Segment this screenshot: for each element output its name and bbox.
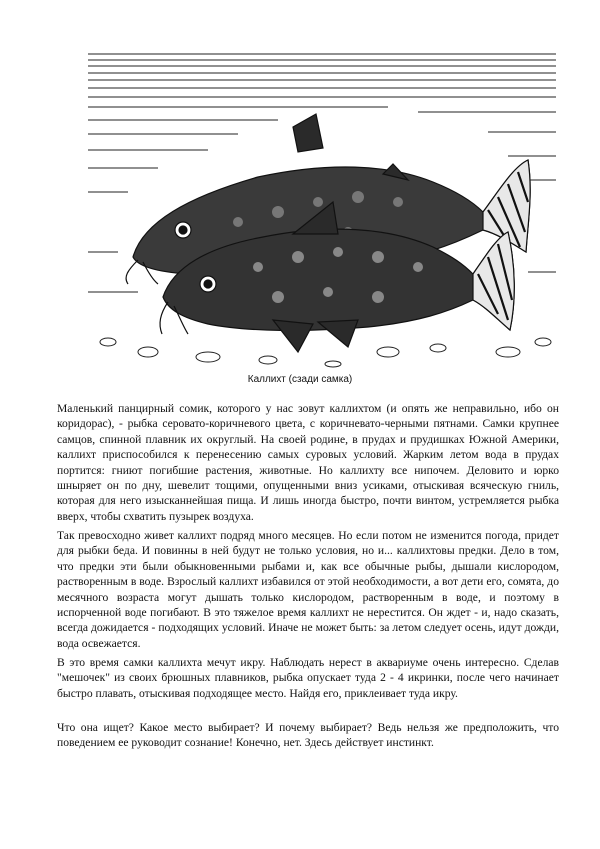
gravel-bottom — [100, 338, 551, 367]
catfish-pair-illustration — [88, 52, 556, 370]
paragraph: В это время самки каллихта мечут икру. Наблюдать нерест в аквариуме очень интересно. Сделав "мешочек" из своих брюшных плавников, рыбка опускает туда 2 - 4 икринки, после чего начинает быстро плавать, отыскивая подходящее место. Найдя его, приклеивает туда икру. — [57, 656, 559, 700]
paragraph: Что она ищет? Какое место выбирает? И почему выбирает? Ведь нельзя же предположить, что поведением ее руководит сознание! Конечно, нет. Здесь действует инстинкт. — [57, 721, 559, 750]
paragraph: Маленький панцирный сомик, которого у нас зовут каллихтом (и опять же неправильно, ибо он коридорас), - рыбка серовато-коричневого цвета, с коричневато-черными пятнами. Самки крупнее самцов, спинной плавник их округлый. На своей родине, в прудах и прудишках Южной Америки, каллихт приспособился к перенесению самых суровых условий. Жарким летом вода в прудах портится: гниют погибшие растения, животные. Но каллихту все нипочем. Деловито и юрко шныряет он по дну, шевелит тощими, опущенными вниз усиками, отыскивая всяческую гниль, которая для него изысканнейшая пища. И лишь иногда быстро, почти винтом, устремляется рыбка вверх, чтобы схватить пузырек воздуха. — [57, 402, 559, 523]
paragraph: Так превосходно живет каллихт подряд много месяцев. Но если потом не изменится погода, придет для рыбки беда. И повинны в ней будут не только условия, но и... каллихтовы предки. Дело в том, что предки эти были обыкновенными рыбами и, как все обычные рыбы, дышали кислородом, растворенным в воде. Взрослый каллихт избавился от этой необходимости, а вот дети его, сомята, до месячного возраста могут дышать только кислородом, растворенным в воде, и поэтому в испорченной воде погибают. В это тяжелое время каллихт не нерестится. Он ждет - и, надо сказать, всегда дожидается - подходящих условий. Иначе не может быть: за летом следует осень, идут дожди, вода освежается. — [57, 529, 559, 650]
figure-caption: Каллихт (сзади самка) — [247, 374, 353, 385]
